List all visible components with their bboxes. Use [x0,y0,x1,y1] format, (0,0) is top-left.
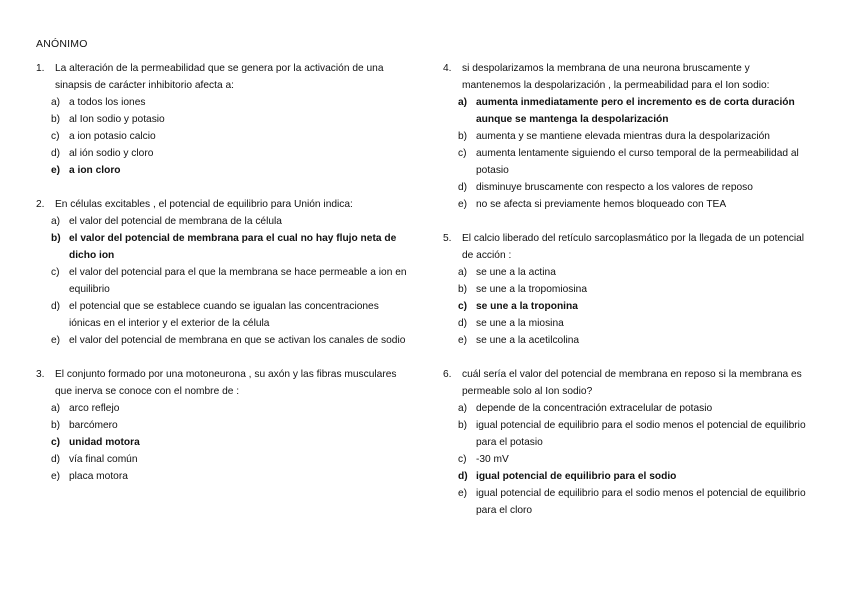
option-letter: b) [51,420,61,431]
option-text: se une a la acetilcolina [476,335,580,346]
question-text: El calcio liberado del retículo sarcoplasmático por la llegada de un potencial de acción : [462,233,805,261]
question-1 [36,60,408,179]
option-letter: d) [458,471,468,482]
option-text: a ion cloro [69,165,121,176]
options-list [36,94,408,179]
option-text: barcómero [69,420,118,431]
option-a [443,264,808,281]
option-b [443,417,808,451]
option-text: -30 mV [476,454,509,465]
option-text: disminuye bruscamente con respecto a los valores de reposo [476,182,753,193]
option-letter: a) [51,97,61,108]
question-number: 1. [36,63,45,74]
document-title: ANÓNIMO [36,38,88,50]
option-d [36,298,408,332]
option-letter: a) [51,216,61,227]
option-letter: c) [51,267,60,278]
option-text: igual potencial de equilibrio para el sodio menos el potencial de equilibrio para el potasio [476,420,806,448]
option-text: a ion potasio calcio [69,131,156,142]
option-text: el valor del potencial de membrana de la célula [69,216,282,227]
question-text: cuál sería el valor del potencial de membrana en reposo si la membrana es permeable solo al Ion sodio? [462,369,802,397]
option-e [36,162,408,179]
option-text: el valor del potencial de membrana en que se activan los canales de sodio [69,335,406,346]
question-text: si despolarizamos la membrana de una neurona bruscamente y mantenemos la despolarización , la permeabilidad para el Ion sodio: [462,63,770,91]
option-b [36,111,408,128]
option-letter: c) [51,437,61,448]
option-text: arco reflejo [69,403,120,414]
question-2 [36,196,408,349]
question-text: La alteración de la permeabilidad que se genera por la activación de una sinapsis de carácter inhibitorio afecta a: [55,63,384,91]
option-b [36,417,408,434]
question-number: 5. [443,233,452,244]
question-number: 3. [36,369,45,380]
option-letter: b) [458,420,468,431]
option-text: igual potencial de equilibrio para el sodio [476,471,677,482]
option-letter: d) [51,148,61,159]
options-list [36,400,408,485]
option-text: al ión sodio y cloro [69,148,154,159]
option-letter: a) [51,403,61,414]
option-letter: d) [51,454,61,465]
right-column [443,60,808,536]
option-letter: a) [458,267,468,278]
option-a [443,400,808,417]
question-number: 4. [443,63,452,74]
option-letter: b) [458,131,468,142]
option-text: se une a la tropomiosina [476,284,587,295]
option-c [443,145,808,179]
option-e [36,468,408,485]
option-d [36,451,408,468]
option-text: aumenta lentamente siguiendo el curso temporal de la permeabilidad al potasio [476,148,799,176]
option-c [36,128,408,145]
option-a [36,94,408,111]
options-list [443,94,808,213]
options-list [443,400,808,519]
question-4 [443,60,808,213]
option-b [443,128,808,145]
option-letter: e) [51,335,61,346]
option-text: depende de la concentración extracelular de potasio [476,403,713,414]
option-letter: d) [458,318,468,329]
option-letter: e) [458,335,468,346]
option-text: se une a la troponina [476,301,578,312]
option-text: se une a la miosina [476,318,564,329]
option-d [36,145,408,162]
option-a [36,213,408,230]
question-text: El conjunto formado por una motoneurona , su axón y las fibras musculares que inerva se conoce con el nombre de : [55,369,397,397]
option-text: igual potencial de equilibrio para el sodio menos el potencial de equilibrio para el cloro [476,488,806,516]
option-letter: c) [458,454,467,465]
option-b [443,281,808,298]
option-text: no se afecta si previamente hemos bloqueado con TEA [476,199,727,210]
option-b [36,230,408,264]
option-text: al Ion sodio y potasio [69,114,165,125]
option-letter: e) [51,471,61,482]
option-letter: d) [51,301,61,312]
question-stem [36,196,408,213]
option-letter: c) [458,148,467,159]
question-3 [36,366,408,485]
option-d [443,179,808,196]
question-6 [443,366,808,519]
option-text: vía final común [69,454,138,465]
option-d [443,468,808,485]
option-text: placa motora [69,471,128,482]
question-stem [36,366,408,400]
option-e [443,485,808,519]
option-text: se une a la actina [476,267,556,278]
question-stem [443,230,808,264]
option-a [443,94,808,128]
option-c [443,298,808,315]
question-stem [443,60,808,94]
option-letter: e) [458,199,468,210]
left-column [36,60,408,502]
option-text: aumenta y se mantiene elevada mientras dura la despolarización [476,131,770,142]
option-d [443,315,808,332]
option-letter: d) [458,182,468,193]
option-letter: b) [51,233,61,244]
question-stem [36,60,408,94]
option-letter: c) [51,131,60,142]
option-letter: e) [51,165,61,176]
option-a [36,400,408,417]
option-letter: c) [458,301,468,312]
option-text: el valor del potencial de membrana para el cual no hay flujo neta de dicho ion [69,233,397,261]
option-e [443,332,808,349]
option-letter: b) [51,114,61,125]
options-list [443,264,808,349]
options-list [36,213,408,349]
option-text: aumenta inmediatamente pero el incremento es de corta duración aunque se mantenga la despolarización [476,97,795,125]
option-letter: a) [458,403,468,414]
question-number: 6. [443,369,452,380]
option-c [443,451,808,468]
option-text: el potencial que se establece cuando se igualan las concentraciones iónicas en el interior y el exterior de la célula [69,301,379,329]
option-text: unidad motora [69,437,140,448]
question-number: 2. [36,199,45,210]
option-text: el valor del potencial para el que la membrana se hace permeable a ion en equilibrio [69,267,407,295]
option-e [36,332,408,349]
question-5 [443,230,808,349]
option-letter: a) [458,97,468,108]
option-c [36,264,408,298]
question-text: En células excitables , el potencial de equilibrio para Unión indica: [55,199,353,210]
option-c [36,434,408,451]
option-letter: e) [458,488,468,499]
question-stem [443,366,808,400]
option-text: a todos los iones [69,97,146,108]
option-e [443,196,808,213]
option-letter: b) [458,284,468,295]
